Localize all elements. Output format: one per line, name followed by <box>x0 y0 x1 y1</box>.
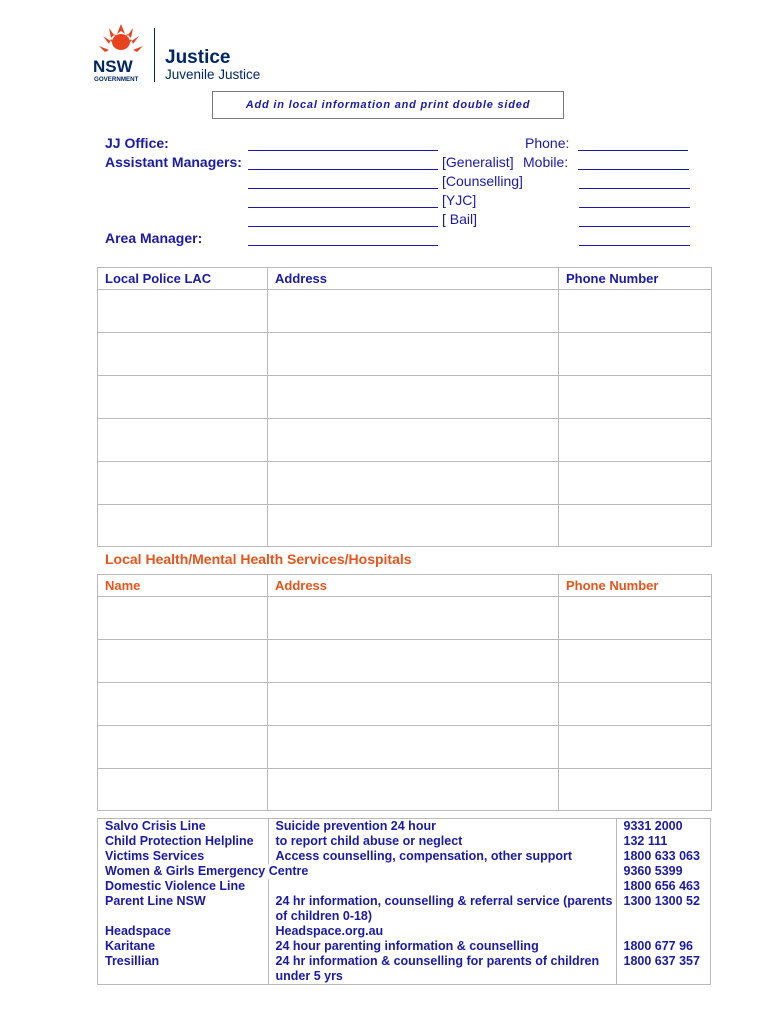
assistant-manager-counselling-field[interactable] <box>248 188 438 189</box>
police-address-cell[interactable] <box>268 505 559 547</box>
assistant-managers-label: Assistant Managers: <box>105 154 242 170</box>
contact-description <box>268 879 616 894</box>
police-name-cell[interactable] <box>98 419 268 462</box>
health-name-cell[interactable] <box>98 640 268 683</box>
column-header: Phone Number <box>559 575 712 597</box>
contact-row <box>98 954 710 984</box>
table-row <box>98 419 712 462</box>
column-header: Phone Number <box>559 268 712 290</box>
police-phone-cell[interactable] <box>559 376 712 419</box>
assistant-manager-yjc-field[interactable] <box>248 207 438 208</box>
contact-name: Victims Services <box>98 849 268 864</box>
contact-name: Salvo Crisis Line <box>98 819 268 834</box>
contact-name: Child Protection Helpline <box>98 834 268 849</box>
police-phone-cell[interactable] <box>559 419 712 462</box>
table-header-row <box>98 575 712 597</box>
instruction-box <box>212 91 564 119</box>
contact-phone: 1800 633 063 <box>623 849 700 863</box>
contact-row <box>98 834 710 849</box>
mobile-field-generalist[interactable] <box>578 169 689 170</box>
contact-row <box>98 894 710 924</box>
org-name: Justice <box>165 47 231 68</box>
police-name-cell[interactable] <box>98 290 268 333</box>
contact-description: Headspace.org.au <box>268 924 616 939</box>
contact-description: Access counselling, compensation, other support <box>268 849 616 864</box>
contact-phone: 1800 637 357 <box>623 954 700 968</box>
health-address-cell[interactable] <box>268 726 559 769</box>
health-name-cell[interactable] <box>98 683 268 726</box>
health-address-cell[interactable] <box>268 683 559 726</box>
contact-name: Domestic Violence Line <box>98 879 268 894</box>
nsw-wordmark: NSW <box>93 57 133 76</box>
table-row <box>98 376 712 419</box>
jj-office-field[interactable] <box>248 150 438 151</box>
assistant-manager-generalist-field[interactable] <box>248 169 438 170</box>
health-name-cell[interactable] <box>98 769 268 811</box>
contact-row <box>98 849 710 864</box>
contact-name: Women & Girls Emergency Centre <box>98 864 616 879</box>
contact-name: Parent Line NSW <box>98 894 268 924</box>
column-header: Address <box>268 575 559 597</box>
health-name-cell[interactable] <box>98 597 268 640</box>
contact-row <box>98 924 710 939</box>
mobile-label: Mobile: <box>523 154 569 170</box>
health-section-heading: Local Health/Mental Health Services/Hospitals <box>105 551 412 567</box>
health-phone-cell[interactable] <box>559 597 712 640</box>
waratah-icon <box>99 24 143 52</box>
instruction-text: Add in local information and print double sided <box>245 99 531 111</box>
table-row <box>98 290 712 333</box>
role-yjc: [YJC] <box>442 192 477 208</box>
health-phone-cell[interactable] <box>559 769 712 811</box>
table-row <box>98 333 712 376</box>
contact-row <box>98 819 710 834</box>
contact-phone: 1300 1300 52 <box>623 894 700 908</box>
contact-row <box>98 939 710 954</box>
column-header: Name <box>98 575 268 597</box>
contact-description: 24 hour parenting information & counselling <box>268 939 616 954</box>
police-address-cell[interactable] <box>268 419 559 462</box>
contact-row <box>98 879 710 894</box>
mobile-field-counselling[interactable] <box>579 188 690 189</box>
police-name-cell[interactable] <box>98 376 268 419</box>
column-header: Address <box>268 268 559 290</box>
contact-phone: 1800 677 96 <box>623 939 694 953</box>
government-wordmark: GOVERNMENT <box>94 76 139 83</box>
role-counselling: [Counselling] <box>442 173 523 189</box>
mobile-field-yjc[interactable] <box>579 207 690 208</box>
area-manager-field[interactable] <box>248 245 438 246</box>
health-phone-cell[interactable] <box>559 683 712 726</box>
table-row <box>98 505 712 547</box>
table-header-row <box>98 268 712 290</box>
jj-office-label: JJ Office: <box>105 135 169 151</box>
nsw-government-justice-logo <box>92 20 292 84</box>
health-name-cell[interactable] <box>98 726 268 769</box>
contact-name: Headspace <box>98 924 268 939</box>
contacts-list <box>98 819 710 984</box>
police-name-cell[interactable] <box>98 462 268 505</box>
police-table <box>97 267 712 547</box>
assistant-manager-bail-field[interactable] <box>248 226 438 227</box>
health-phone-cell[interactable] <box>559 726 712 769</box>
police-address-cell[interactable] <box>268 333 559 376</box>
police-name-cell[interactable] <box>98 333 268 376</box>
contact-phone: 9331 2000 <box>623 819 683 833</box>
contact-description: Suicide prevention 24 hour <box>268 819 616 834</box>
police-address-cell[interactable] <box>268 462 559 505</box>
contact-phone: 1800 656 463 <box>623 879 700 893</box>
contacts-table <box>97 818 711 985</box>
phone-label: Phone: <box>525 135 570 151</box>
health-phone-cell[interactable] <box>559 640 712 683</box>
police-phone-cell[interactable] <box>559 290 712 333</box>
police-phone-cell[interactable] <box>559 462 712 505</box>
contact-phone: 132 111 <box>623 834 668 848</box>
role-generalist: [Generalist] <box>442 154 514 170</box>
contact-description: 24 hr information, counselling & referral service (parents of children 0-18) <box>268 894 616 924</box>
contact-phone <box>616 924 710 939</box>
division-name: Juvenile Justice <box>165 67 261 82</box>
mobile-field-area-manager[interactable] <box>579 245 690 246</box>
police-phone-cell[interactable] <box>559 505 712 547</box>
contact-description: to report child abuse or neglect <box>268 834 616 849</box>
contact-description: 24 hr information & counselling for parents of children under 5 yrs <box>268 954 616 984</box>
table-row <box>98 769 712 811</box>
table-row <box>98 597 712 640</box>
police-address-cell[interactable] <box>268 290 559 333</box>
area-manager-label: Area Manager: <box>105 230 203 246</box>
police-address-cell[interactable] <box>268 376 559 419</box>
column-header: Local Police LAC <box>98 268 268 290</box>
health-address-cell[interactable] <box>268 640 559 683</box>
table-row <box>98 462 712 505</box>
role-bail: [ Bail] <box>442 211 478 227</box>
mobile-field-bail[interactable] <box>579 226 690 227</box>
health-table <box>97 574 712 811</box>
contact-name: Karitane <box>98 939 268 954</box>
health-address-cell[interactable] <box>268 597 559 640</box>
table-row <box>98 726 712 769</box>
contact-row <box>98 864 710 879</box>
health-address-cell[interactable] <box>268 769 559 811</box>
police-name-cell[interactable] <box>98 505 268 547</box>
phone-field[interactable] <box>578 150 688 151</box>
contact-name: Tresillian <box>98 954 268 984</box>
police-phone-cell[interactable] <box>559 333 712 376</box>
table-row <box>98 683 712 726</box>
contact-phone: 9360 5399 <box>623 864 683 878</box>
table-row <box>98 640 712 683</box>
